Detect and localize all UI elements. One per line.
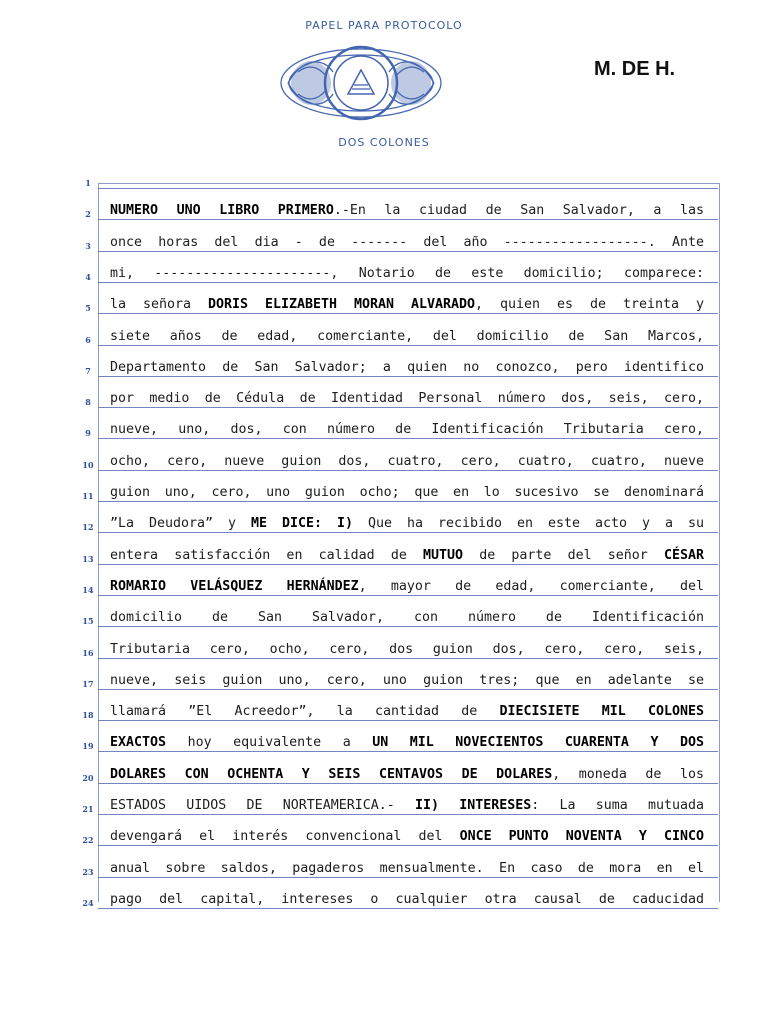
line-number: 17 — [82, 678, 94, 689]
text-segment: siete años de edad, comerciante, del domicilio de San Marcos, — [110, 328, 704, 344]
text-line — [110, 547, 704, 565]
line-number: 3 — [85, 240, 91, 251]
line-number: 6 — [85, 334, 91, 345]
text-line — [110, 891, 704, 909]
text-segment: pago del capital, intereses o cualquier otra causal de caducidad — [110, 891, 704, 907]
text-segment: devengará el interés convencional del — [110, 829, 460, 845]
bold-text-segment: MUTUO — [423, 547, 464, 563]
text-segment: entera satisfacción en calidad de — [110, 547, 424, 563]
bold-text-segment: ME DICE: I) — [251, 516, 354, 532]
bold-text-segment: UN MIL NOVECIENTOS CUARENTA Y DOS — [372, 735, 704, 751]
text-line — [110, 328, 704, 346]
line-number: 8 — [85, 397, 91, 408]
bold-text-segment: II) INTERESES — [415, 798, 532, 813]
text-segment: nueve, uno, dos, con número de Identificación Tributaria cero, — [110, 422, 704, 438]
text-line — [110, 202, 704, 220]
line-number: 13 — [82, 553, 94, 564]
bold-text-segment: NUMERO UNO LIBRO PRIMERO — [110, 203, 334, 219]
line-number: 22 — [82, 835, 94, 846]
bold-text-segment: ROMARIO VELÁSQUEZ HERNÁNDEZ — [110, 578, 359, 594]
text-line — [110, 421, 704, 439]
line-number: 4 — [85, 271, 91, 282]
line-number: 14 — [82, 584, 94, 595]
bold-text-segment: DORIS ELIZABETH MORAN ALVARADO — [207, 297, 476, 313]
letterhead-top-label: PAPEL PARA PROTOCOLO — [305, 19, 463, 32]
ministry-stamp: M. DE H. — [594, 58, 676, 80]
text-line — [110, 390, 704, 408]
text-line — [110, 234, 704, 252]
line-number: 1 — [85, 178, 91, 188]
text-line — [110, 766, 704, 784]
text-line — [110, 296, 704, 314]
text-line — [110, 484, 704, 502]
line-number: 11 — [82, 491, 94, 501]
text-line — [110, 703, 704, 721]
text-line — [110, 828, 704, 846]
text-line — [110, 641, 704, 659]
text-segment: : La suma mutuada — [531, 798, 704, 813]
line-number: 21 — [82, 804, 94, 814]
text-segment: la señora — [110, 297, 208, 313]
bold-text-segment: EXACTOS — [110, 735, 167, 751]
line-number: 9 — [85, 428, 91, 439]
text-line — [110, 453, 704, 471]
text-segment: Que ha recibido en este acto y a su — [353, 516, 704, 532]
line-number: 5 — [85, 303, 91, 314]
text-segment: por medio de Cédula de Identidad Personal número dos, seis, cero, — [110, 391, 704, 407]
text-line — [110, 609, 704, 627]
bold-text-segment: ONCE PUNTO NOVENTA Y CINCO — [459, 829, 704, 845]
text-segment: .-En la ciudad de San Salvador, a las — [333, 203, 704, 219]
bold-text-segment: DIECISIETE MIL COLONES — [499, 704, 704, 720]
text-segment: domicilio de San Salvador, con número de Identificación — [110, 610, 704, 626]
text-line — [110, 734, 704, 752]
text-line — [110, 672, 704, 690]
text-line — [110, 515, 704, 533]
text-line — [110, 797, 704, 815]
text-segment: once horas del dia - de ------- del año ------------------. Ante — [110, 234, 704, 250]
text-segment: ocho, cero, nueve guion dos, cuatro, cero, cuatro, cuatro, nueve — [110, 453, 704, 469]
text-line — [110, 265, 704, 283]
text-segment: Departamento de San Salvador; a quien no conozco, pero identifico — [110, 359, 704, 375]
bold-text-segment: CÉSAR — [663, 547, 705, 563]
line-number: 23 — [82, 866, 94, 877]
text-segment: , quien es de treinta y — [475, 297, 704, 313]
ruled-line — [98, 188, 718, 189]
line-number: 10 — [82, 459, 94, 470]
text-segment: anual sobre saldos, pagaderos mensualmente. En caso de mora en el — [110, 860, 704, 876]
text-segment: ”La Deudora” y — [110, 516, 252, 532]
line-number: 24 — [82, 897, 94, 908]
bold-text-segment: DOLARES CON OCHENTA Y SEIS CENTAVOS DE DOLARES — [110, 766, 553, 782]
text-segment: guion uno, cero, uno guion ocho; que en lo sucesivo se denominará — [110, 485, 704, 500]
text-segment: mi, ----------------------, Notario de este domicilio; comparece: — [110, 265, 704, 281]
line-number: 19 — [82, 741, 94, 752]
line-number: 7 — [85, 365, 91, 376]
text-line — [110, 359, 704, 377]
text-segment: de parte del señor — [463, 547, 664, 563]
text-segment: nueve, seis guion uno, cero, uno guion tres; que en adelante se — [110, 672, 704, 688]
text-line — [110, 578, 704, 596]
text-segment: llamará ”El Acreedor”, la cantidad de — [110, 704, 500, 720]
text-segment: , mayor de edad, comerciante, del — [358, 578, 704, 594]
text-segment: hoy equivalente a — [166, 735, 373, 751]
text-segment: , moneda de los — [552, 766, 704, 782]
text-segment: Tributaria cero, ocho, cero, dos guion dos, cero, cero, seis, — [110, 641, 704, 657]
text-segment: ESTADOS UIDOS DE NORTEAMERICA.- — [110, 798, 415, 813]
line-number: 18 — [82, 710, 94, 721]
line-number: 15 — [82, 616, 94, 627]
line-number: 16 — [82, 647, 94, 658]
line-number: 20 — [82, 772, 94, 783]
line-number: 12 — [82, 522, 94, 533]
line-number: 2 — [85, 209, 91, 220]
letterhead-bottom-label: DOS COLONES — [338, 136, 430, 149]
text-line — [110, 860, 704, 878]
